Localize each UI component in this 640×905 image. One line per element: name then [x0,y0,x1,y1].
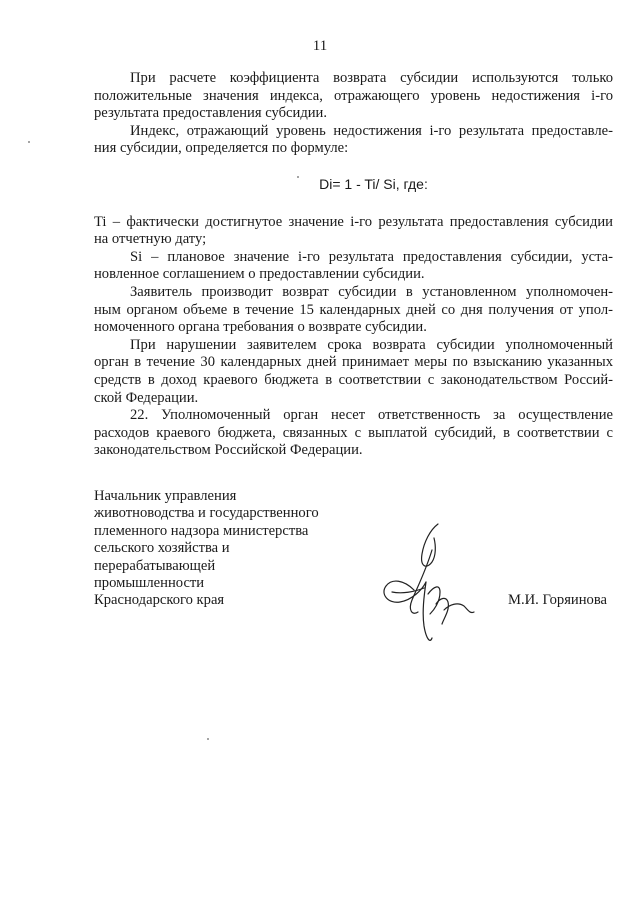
text-line: законодательством Российской Федерации. [94,442,363,459]
formula: Di= 1 - Ti/ Si, где: [319,175,428,192]
text-line: ской Федерации. [94,389,199,406]
position-line: животноводства и государственного [94,505,319,522]
paragraph-violation [94,337,613,407]
scan-speck [297,176,299,178]
paragraph-positive-values [94,70,613,123]
text-line: Si – плановое значение i-го результата предоставления субсидии, уста- [130,248,613,265]
paragraph-responsibility [94,407,613,460]
text-line: При нарушении заявителем срока возврата субсидии уполномоченный [130,336,613,353]
paragraph-si-definition [94,249,613,284]
scan-speck [28,141,30,143]
page-number: 11 [312,38,328,54]
text-line: ния субсидии, определяется по формуле: [94,140,349,157]
text-line: 22. Уполномоченный орган несет ответственность за осуществление [130,407,613,424]
position-line: сельского хозяйства и [94,540,230,557]
signatory-position [94,488,354,610]
position-line: племенного надзора министерства [94,522,309,539]
text-line: положительные значения индекса, отражающего уровень недостижения i-го [94,87,613,104]
position-line: промышленности [94,575,205,592]
text-line: Ti – фактически достигнутое значение i-го результата предоставления субсидии [94,213,613,230]
handwritten-signature [378,520,488,652]
paragraph-ti-definition [94,214,613,249]
paragraph-index-definition [94,123,613,158]
text-line: на отчетную дату; [94,231,207,248]
scan-speck [207,738,209,740]
text-line: новленное соглашением о предоставлении субсидии. [94,266,425,283]
document-body [94,70,613,460]
text-line: средств в доход краевого бюджета в соответствии с законодательством Россий- [94,371,613,388]
text-line: При расчете коэффициента возврата субсидии используются только [130,70,613,86]
text-line: орган в течение 30 календарных дней принимает меры по взысканию указанных [94,354,613,371]
position-line: Начальник управления [94,488,237,504]
text-line: Индекс, отражающий уровень недостижения i-го результата предоставле- [130,122,613,139]
text-line: номоченного органа требования о возврате субсидии. [94,319,427,336]
text-line: ным органом объеме в течение 15 календарных дней со дня получения от упол- [94,301,613,318]
signatory-name: М.И. Горяинова [508,592,608,608]
text-line: результата предоставления субсидии. [94,105,328,122]
position-line: перерабатывающей [94,557,216,574]
position-line: Краснодарского края [94,592,225,609]
paragraph-return-procedure [94,284,613,337]
text-line: Заявитель производит возврат субсидии в установленном уполномочен- [130,283,613,300]
text-line: расходов краевого бюджета, связанных с выплатой субсидий, в соответствии с [94,424,613,441]
